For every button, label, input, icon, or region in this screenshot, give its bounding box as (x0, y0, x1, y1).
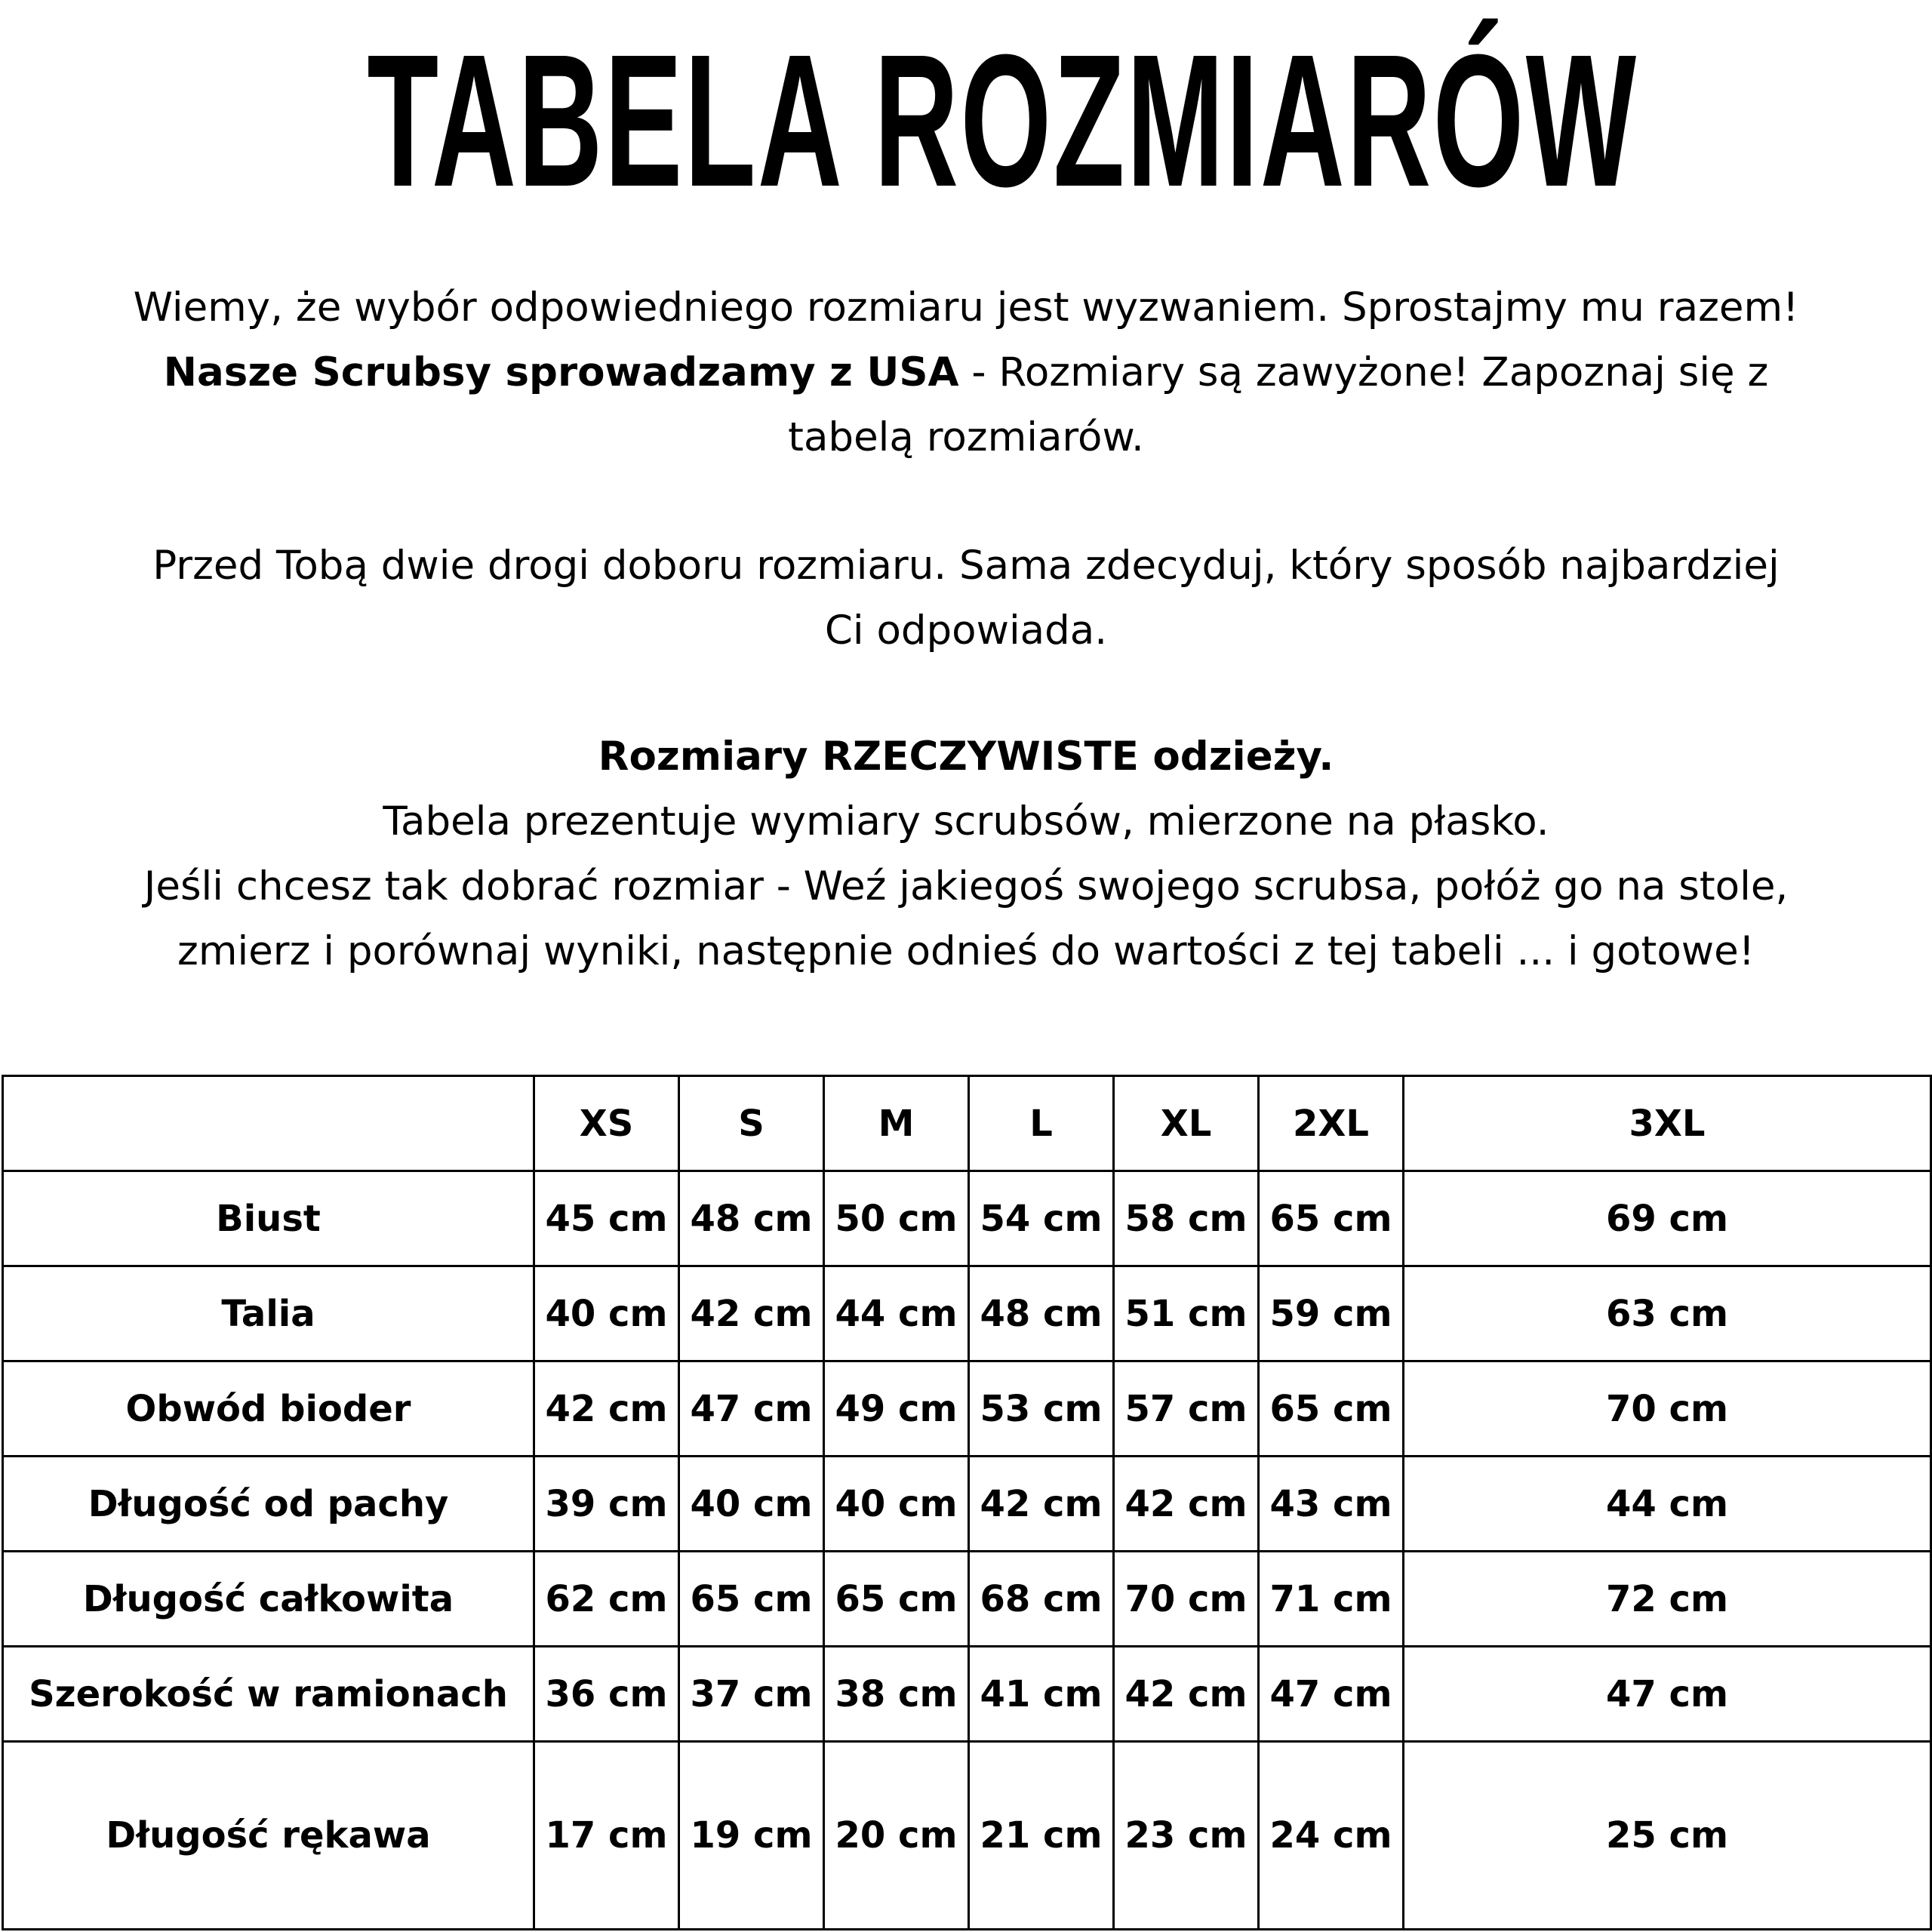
page-title: TABELA ROZMIARÓW (367, 15, 1638, 226)
measurement-value: 45 cm (534, 1171, 679, 1266)
intro-bold-text: Nasze Scrubsy sprowadzamy z USA (163, 349, 959, 395)
size-header: XS (534, 1076, 679, 1171)
intro-line: Tabela prezentuje wymiary scrubsów, mierzone na płasko. (383, 798, 1549, 844)
measurement-value: 50 cm (824, 1171, 969, 1266)
table-row (3, 1552, 1931, 1647)
intro-text: - Rozmiary są zawyżone! Zapoznaj się z (958, 349, 1769, 395)
table-row (3, 1457, 1931, 1552)
measurement-value: 47 cm (1404, 1647, 1931, 1742)
table-row (3, 1647, 1931, 1742)
measurement-value: 65 cm (679, 1552, 824, 1647)
measurement-value: 20 cm (824, 1742, 969, 1930)
intro-paragraph-2 (60, 534, 1872, 663)
section-heading: Rozmiary RZECZYWISTE odzieży. (598, 734, 1334, 780)
measurement-value: 23 cm (1114, 1742, 1259, 1930)
measurement-value: 37 cm (679, 1647, 824, 1742)
measurement-value: 40 cm (534, 1266, 679, 1361)
measurement-value: 42 cm (1114, 1457, 1259, 1552)
size-header: 3XL (1404, 1076, 1931, 1171)
size-header: L (969, 1076, 1114, 1171)
measurement-value: 51 cm (1114, 1266, 1259, 1361)
intro-line (60, 724, 1872, 789)
intro-paragraph-3 (60, 724, 1872, 984)
table-row (3, 1171, 1931, 1266)
measurement-value: 36 cm (534, 1647, 679, 1742)
size-header: S (679, 1076, 824, 1171)
table-row (3, 1266, 1931, 1361)
measurement-value: 42 cm (679, 1266, 824, 1361)
measurement-value: 59 cm (1259, 1266, 1404, 1361)
measurement-value: 39 cm (534, 1457, 679, 1552)
measurement-value: 41 cm (969, 1647, 1114, 1742)
measurement-value: 57 cm (1114, 1361, 1259, 1457)
measurement-value: 17 cm (534, 1742, 679, 1930)
measurement-value: 42 cm (1114, 1647, 1259, 1742)
measurement-value: 49 cm (824, 1361, 969, 1457)
measurement-value: 71 cm (1259, 1552, 1404, 1647)
intro-line: Ci odpowiada. (824, 608, 1108, 654)
table-corner-cell (3, 1076, 534, 1171)
table-row (3, 1361, 1931, 1457)
measurement-value: 43 cm (1259, 1457, 1404, 1552)
measurement-label: Długość rękawa (3, 1742, 534, 1930)
size-table (2, 1075, 1932, 1930)
measurement-value: 65 cm (1259, 1361, 1404, 1457)
measurement-value: 54 cm (969, 1171, 1114, 1266)
measurement-value: 53 cm (969, 1361, 1114, 1457)
measurement-value: 19 cm (679, 1742, 824, 1930)
intro-line (60, 340, 1872, 405)
size-header: XL (1114, 1076, 1259, 1171)
measurement-value: 65 cm (824, 1552, 969, 1647)
intro-line: zmierz i porównaj wyniki, następnie odnieś do wartości z tej tabeli ... i gotowe! (177, 928, 1755, 974)
intro-line: Jeśli chcesz tak dobrać rozmiar - Weź jakiegoś swojego scrubsa, połóż go na stole, (143, 863, 1789, 909)
measurement-value: 38 cm (824, 1647, 969, 1742)
measurement-value: 70 cm (1114, 1552, 1259, 1647)
intro-paragraph-1 (60, 275, 1872, 470)
measurement-value: 48 cm (679, 1171, 824, 1266)
table-header-row (3, 1076, 1931, 1171)
measurement-value: 65 cm (1259, 1171, 1404, 1266)
size-header: 2XL (1259, 1076, 1404, 1171)
measurement-value: 72 cm (1404, 1552, 1931, 1647)
intro-line: tabelą rozmiarów. (788, 414, 1144, 460)
intro-line: Wiemy, że wybór odpowiedniego rozmiaru jest wyzwaniem. Sprostajmy mu razem! (133, 285, 1799, 331)
intro-line: Przed Tobą dwie drogi doboru rozmiaru. Sama zdecyduj, który sposób najbardziej (152, 543, 1780, 589)
measurement-value: 68 cm (969, 1552, 1114, 1647)
measurement-label: Obwód bioder (3, 1361, 534, 1457)
measurement-value: 24 cm (1259, 1742, 1404, 1930)
measurement-label: Długość całkowita (3, 1552, 534, 1647)
measurement-value: 47 cm (679, 1361, 824, 1457)
measurement-label: Szerokość w ramionach (3, 1647, 534, 1742)
measurement-value: 44 cm (1404, 1457, 1931, 1552)
measurement-value: 70 cm (1404, 1361, 1931, 1457)
measurement-label: Biust (3, 1171, 534, 1266)
measurement-value: 69 cm (1404, 1171, 1931, 1266)
measurement-label: Długość od pachy (3, 1457, 534, 1552)
measurement-value: 47 cm (1259, 1647, 1404, 1742)
measurement-value: 58 cm (1114, 1171, 1259, 1266)
measurement-value: 62 cm (534, 1552, 679, 1647)
measurement-value: 21 cm (969, 1742, 1114, 1930)
measurement-value: 44 cm (824, 1266, 969, 1361)
measurement-value: 25 cm (1404, 1742, 1931, 1930)
measurement-value: 40 cm (824, 1457, 969, 1552)
measurement-value: 48 cm (969, 1266, 1114, 1361)
measurement-value: 42 cm (534, 1361, 679, 1457)
measurement-value: 42 cm (969, 1457, 1114, 1552)
measurement-value: 40 cm (679, 1457, 824, 1552)
measurement-label: Talia (3, 1266, 534, 1361)
table-row (3, 1742, 1931, 1930)
size-header: M (824, 1076, 969, 1171)
measurement-value: 63 cm (1404, 1266, 1931, 1361)
